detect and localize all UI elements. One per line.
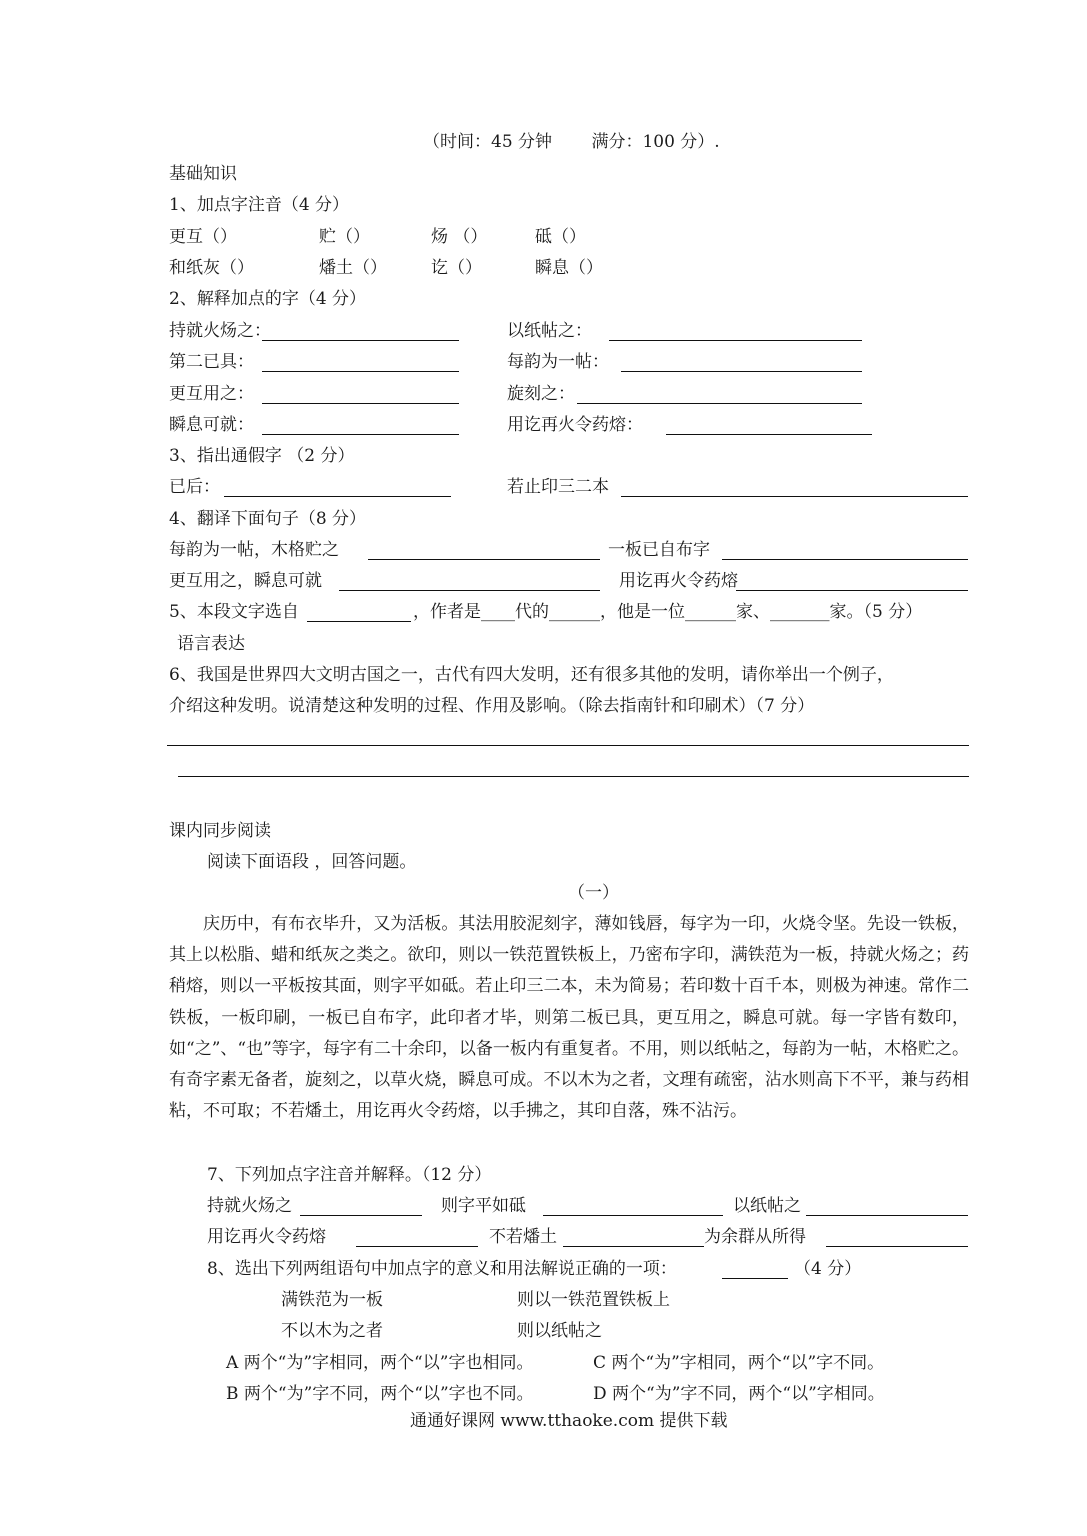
q1-title: 1、加点字注音（4 分）: [169, 195, 350, 215]
q1-item: 讫（）: [431, 258, 482, 278]
reading-passage: 庆历中，有布衣毕升，又为活板。其法用胶泥刻字，薄如钱唇，每字为一印，火烧令坚。先设一铁板，其上以松脂、蜡和纸灰之类之。欲印，则以一铁范置铁板上，乃密布字印，满铁范为一板，持就火炀之；药稍熔，则以一平板按其面，则字平如砥。若止印三二本，未为简易；若印数十百千本，则极为神速。常作二铁板，一板印刷，一板已自布字，此印者才毕，则第二板已具，更互用之，瞬息可就。每一字皆有数印，如“之”、“也”等字，每字有二十余印，以备一板内有重复者。不用，则以纸帖之，每韵为一帖，木格贮之。有奇字素无备者，旋刻之，以草火烧，瞬息可成。不以木为之者，文理有疏密，沾水则高下不平，兼与药相粘，不可取；不若燔土，用讫再火令药熔，以手拂之，其印自落，殊不沾污。: [169, 914, 969, 1122]
q4-item: 每韵为一帖，木格贮之: [169, 540, 339, 560]
q1-item: 瞬息（）: [535, 258, 603, 278]
q2-left-item: 更互用之：: [169, 384, 254, 404]
q6-line: 6、我国是世界四大文明古国之一，古代有四大发明，还有很多其他的发明，请你举出一个例子，: [169, 665, 894, 685]
q4-item: 用讫再火令药熔: [619, 571, 738, 591]
q8-sentence: 满铁范为一板: [281, 1290, 383, 1310]
q8-title: 8、选出下列两组语句中加点字的意义和用法解说正确的一项：: [207, 1259, 677, 1279]
answer-blank[interactable]: [621, 496, 968, 497]
answer-blank[interactable]: [224, 496, 451, 497]
q1-item: 砥（）: [535, 227, 586, 247]
q8-score: （4 分）: [794, 1259, 862, 1279]
answer-blank[interactable]: [262, 340, 459, 341]
section-reading: 课内同步阅读: [169, 821, 271, 841]
q7-item: 则字平如砥: [441, 1196, 526, 1216]
q2-right-item: 旋刻之：: [507, 384, 575, 404]
q1-item: 炀 （）: [431, 227, 488, 247]
answer-blank[interactable]: [666, 434, 872, 435]
q4-item: 更互用之，瞬息可就: [169, 571, 322, 591]
answer-blank[interactable]: [826, 1246, 968, 1247]
section-basic-knowledge: 基础知识: [169, 164, 237, 184]
q7-title: 7、下列加点字注音并解释。（12 分）: [207, 1165, 492, 1185]
q2-right-item: 每韵为一帖：: [507, 352, 609, 372]
answer-blank[interactable]: [368, 559, 600, 560]
answer-line[interactable]: [178, 776, 969, 777]
q1-item: 贮（）: [319, 227, 370, 247]
q7-item: 用讫再火令药熔: [207, 1227, 326, 1247]
answer-blank[interactable]: [262, 371, 459, 372]
q7-item: 不若燔土: [489, 1227, 557, 1247]
q2-title: 2、解释加点的字（4 分）: [169, 289, 367, 309]
section-language-expression: 语言表达: [177, 634, 245, 654]
answer-blank[interactable]: [300, 1215, 422, 1216]
answer-blank[interactable]: [577, 403, 862, 404]
q3-item: 已后：: [169, 477, 220, 497]
q5-rest: ，作者是____代的______，他是一位______家、_______家。（5 分）: [413, 602, 923, 622]
q2-right-item: 以纸帖之：: [507, 321, 592, 341]
q8-sentence: 则以一铁范置铁板上: [517, 1290, 670, 1310]
q8-option-c[interactable]: C 两个“为”字相同，两个“以”字不同。: [593, 1353, 885, 1373]
q3-item: 若止印三二本: [507, 477, 609, 497]
answer-blank[interactable]: [543, 1215, 723, 1216]
q7-item: 以纸帖之: [733, 1196, 801, 1216]
q2-left-item: 持就火炀之：: [169, 321, 271, 341]
q1-item: 燔土（）: [319, 258, 387, 278]
answer-line[interactable]: [167, 745, 969, 746]
q7-item: 持就火炀之: [207, 1196, 292, 1216]
q2-right-item: 用讫再火令药熔：: [507, 415, 643, 435]
answer-blank[interactable]: [262, 403, 459, 404]
answer-blank[interactable]: [722, 559, 968, 560]
q8-sentence: 则以纸帖之: [517, 1321, 602, 1341]
q7-item: 为余群从所得: [704, 1227, 806, 1247]
reading-instruction: 阅读下面语段 ，回答问题。: [207, 852, 417, 872]
q4-item: 一板已自布字: [608, 540, 710, 560]
footer-source: 通通好课网 www.tthaoke.com 提供下载: [410, 1411, 728, 1431]
answer-blank[interactable]: [722, 1278, 788, 1279]
q3-title: 3、指出通假字 （2 分）: [169, 446, 355, 466]
q8-option-b[interactable]: B 两个“为”字不同，两个“以”字也不同。: [226, 1384, 534, 1404]
answer-blank[interactable]: [356, 1246, 478, 1247]
q6-line: 介绍这种发明。说清楚这种发明的过程、作用及影响。（除去指南针和印刷术）（7 分）: [169, 696, 815, 716]
q1-item: 和纸灰（）: [169, 258, 254, 278]
answer-blank[interactable]: [806, 1215, 968, 1216]
q5-prefix: 5、本段文字选自: [169, 602, 299, 622]
answer-blank[interactable]: [563, 1246, 704, 1247]
time-note: （时间：45 分钟 满分：100 分）.: [423, 132, 720, 152]
q8-sentence: 不以木为之者: [281, 1321, 383, 1341]
q8-option-a[interactable]: A 两个“为”字相同，两个“以”字也相同。: [226, 1353, 534, 1373]
answer-blank[interactable]: [307, 621, 411, 622]
q2-left-item: 第二已具：: [169, 352, 254, 372]
answer-blank[interactable]: [621, 371, 862, 372]
q1-item: 更互（）: [169, 227, 237, 247]
answer-blank[interactable]: [609, 340, 862, 341]
q4-title: 4、翻译下面句子（8 分）: [169, 509, 367, 529]
answer-blank[interactable]: [262, 434, 459, 435]
answer-blank[interactable]: [339, 590, 600, 591]
q2-left-item: 瞬息可就：: [169, 415, 254, 435]
answer-blank[interactable]: [736, 590, 968, 591]
q8-option-d[interactable]: D 两个“为”字不同，两个“以”字相同。: [593, 1384, 885, 1404]
passage-part-label: （一）: [568, 883, 619, 903]
